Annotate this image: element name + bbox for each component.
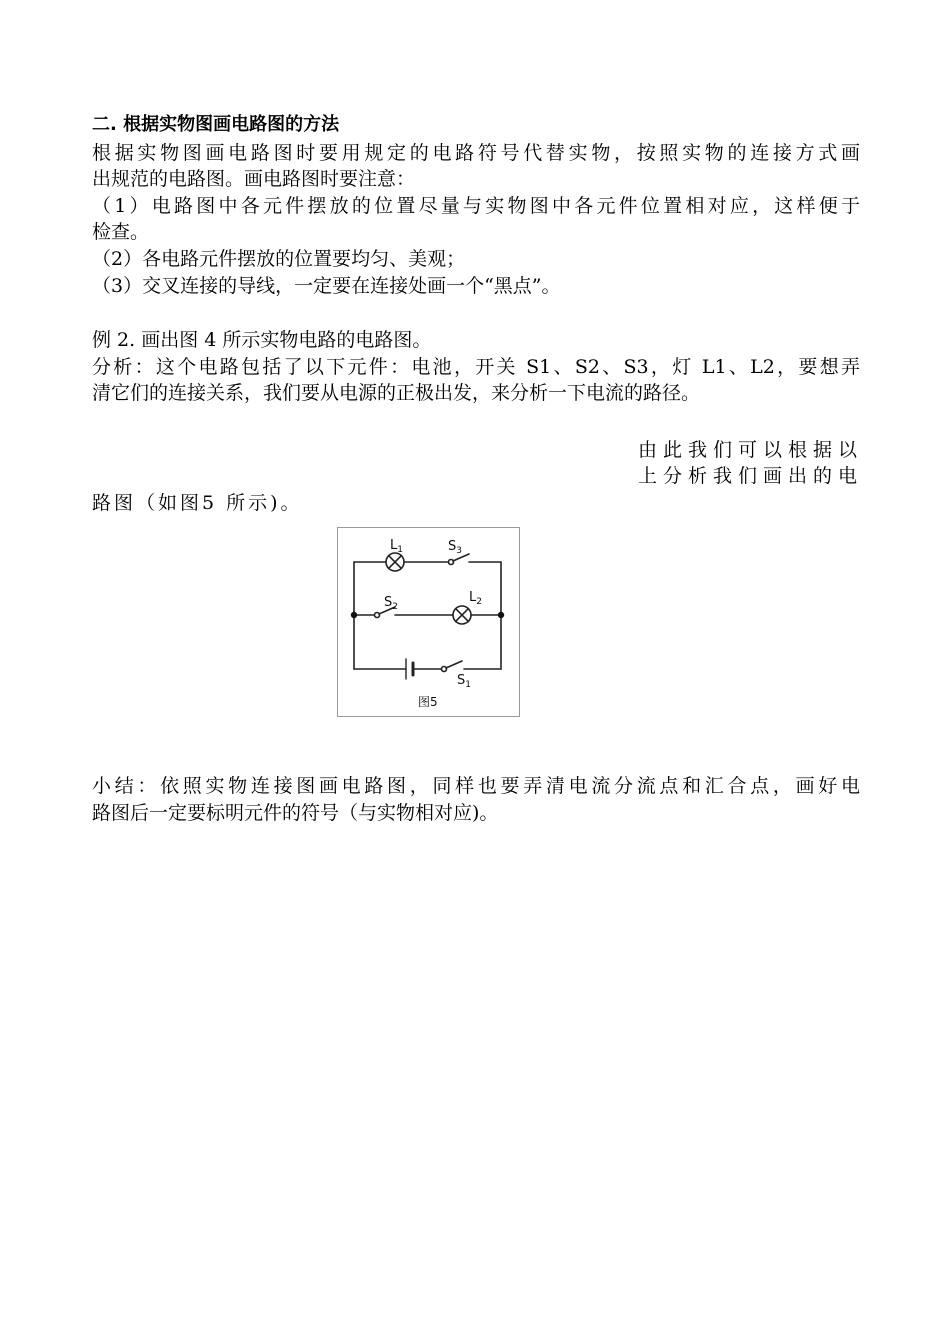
note-3: （3）交叉连接的导线，一定要在连接处画一个“黑点”。 (92, 275, 561, 297)
note-2: （2）各电路元件摆放的位置要均匀、美观； (92, 248, 466, 270)
junction-dot-left (351, 612, 357, 618)
figure-caption: 图5 (418, 695, 438, 709)
switch-s1-icon (446, 661, 462, 668)
label-s3: $S_3$ (448, 539, 462, 556)
junction-dot-right (498, 612, 504, 618)
circuit-figure (337, 527, 520, 717)
analysis-line-1: 分析：这个电路包括了以下元件：电池，开关 S1、S2、S3，灯 L1、L2，要想弄 (92, 356, 860, 378)
section-heading: 二. 根据实物图画电路图的方法 (92, 114, 340, 135)
intro-line-1: 根据实物图画电路图时要用规定的电路符号代替实物，按照实物的连接方式画 (92, 142, 860, 164)
conclusion-line-1: 由此我们可以根据以 (638, 439, 860, 461)
label-l2: $L_2$ (469, 590, 482, 607)
note-1-line-1: （1）电路图中各元件摆放的位置尽量与实物图中各元件位置相对应，这样便于 (92, 195, 860, 217)
analysis-line-2: 清它们的连接关系，我们要从电源的正极出发，来分析一下电流的路径。 (92, 382, 701, 404)
summary-line-1: 小结：依照实物连接图画电路图，同样也要弄清电流分流点和汇合点，画好电 (92, 775, 860, 797)
circuit-diagram (338, 528, 519, 716)
conclusion-line-2: 上分析我们画出的电 (638, 465, 860, 487)
label-l1: $L_1$ (390, 538, 403, 555)
conclusion-line-3: 路图（如图5 所示)。 (92, 492, 303, 514)
summary-line-2: 路图后一定要标明元件的符号（与实物相对应)。 (92, 802, 499, 824)
note-1-line-2: 检查。 (92, 221, 150, 243)
label-s2: $S_2$ (384, 595, 398, 612)
label-s1: $S_1$ (457, 673, 471, 690)
intro-line-2: 出规范的电路图。画电路图时要注意： (92, 168, 416, 190)
example-title: 例 2. 画出图 4 所示实物电路的电路图。 (92, 329, 432, 351)
